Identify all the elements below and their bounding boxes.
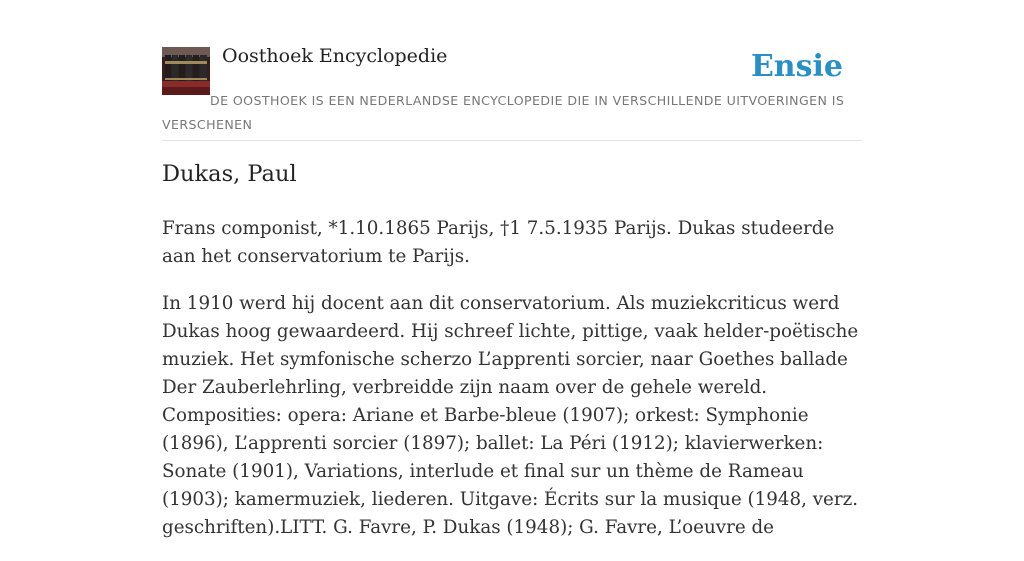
page <box>162 0 862 538</box>
encyclopedia-books-icon[interactable] <box>162 47 210 95</box>
article-paragraph: Frans componist, *1.10.1865 Parijs, †1 7.5.1935 Parijs. Dukas studeerde aan het conservatorium te Parijs. <box>162 218 835 267</box>
site-header <box>162 0 862 141</box>
article-paragraph: In 1910 werd hij docent aan dit conservatorium. Als muziekcriticus werd Dukas hoog gewaardeerd. Hij schreef lichte, pittige, vaak helder-poëtische muziek. Het symfonische scherzo L’apprenti sorcier, naar Goethes ballade Der Zauberlehrling, verbreidde zijn naam over de gehele wereld. Composities: opera: Ariane et Barbe-bleue (1907); orkest: Symphonie (1896), L’apprenti sorcier (1897); ballet: La Péri (1912); klavierwerken: Sonate (1901), Variations, interlude et final sur un thème de Rameau (1903); kamermuziek, liederen. Uitgave: Écrits sur la musique (1948, verz. geschriften).LITT. G. Favre, P. Dukas (1948); G. Favre, L’oeuvre de <box>162 293 859 538</box>
site-tagline: DE OOSTHOEK IS EEN NEDERLANDSE ENCYCLOPEDIE DIE IN VERSCHILLENDE UITVOERINGEN IS VERSCHENEN <box>162 93 845 132</box>
site-name-link[interactable]: Oosthoek Encyclopedie <box>222 45 448 67</box>
article-title: Dukas, Paul <box>162 161 297 187</box>
brand-logo-link[interactable]: Ensie <box>750 49 843 84</box>
article-body <box>162 215 862 561</box>
